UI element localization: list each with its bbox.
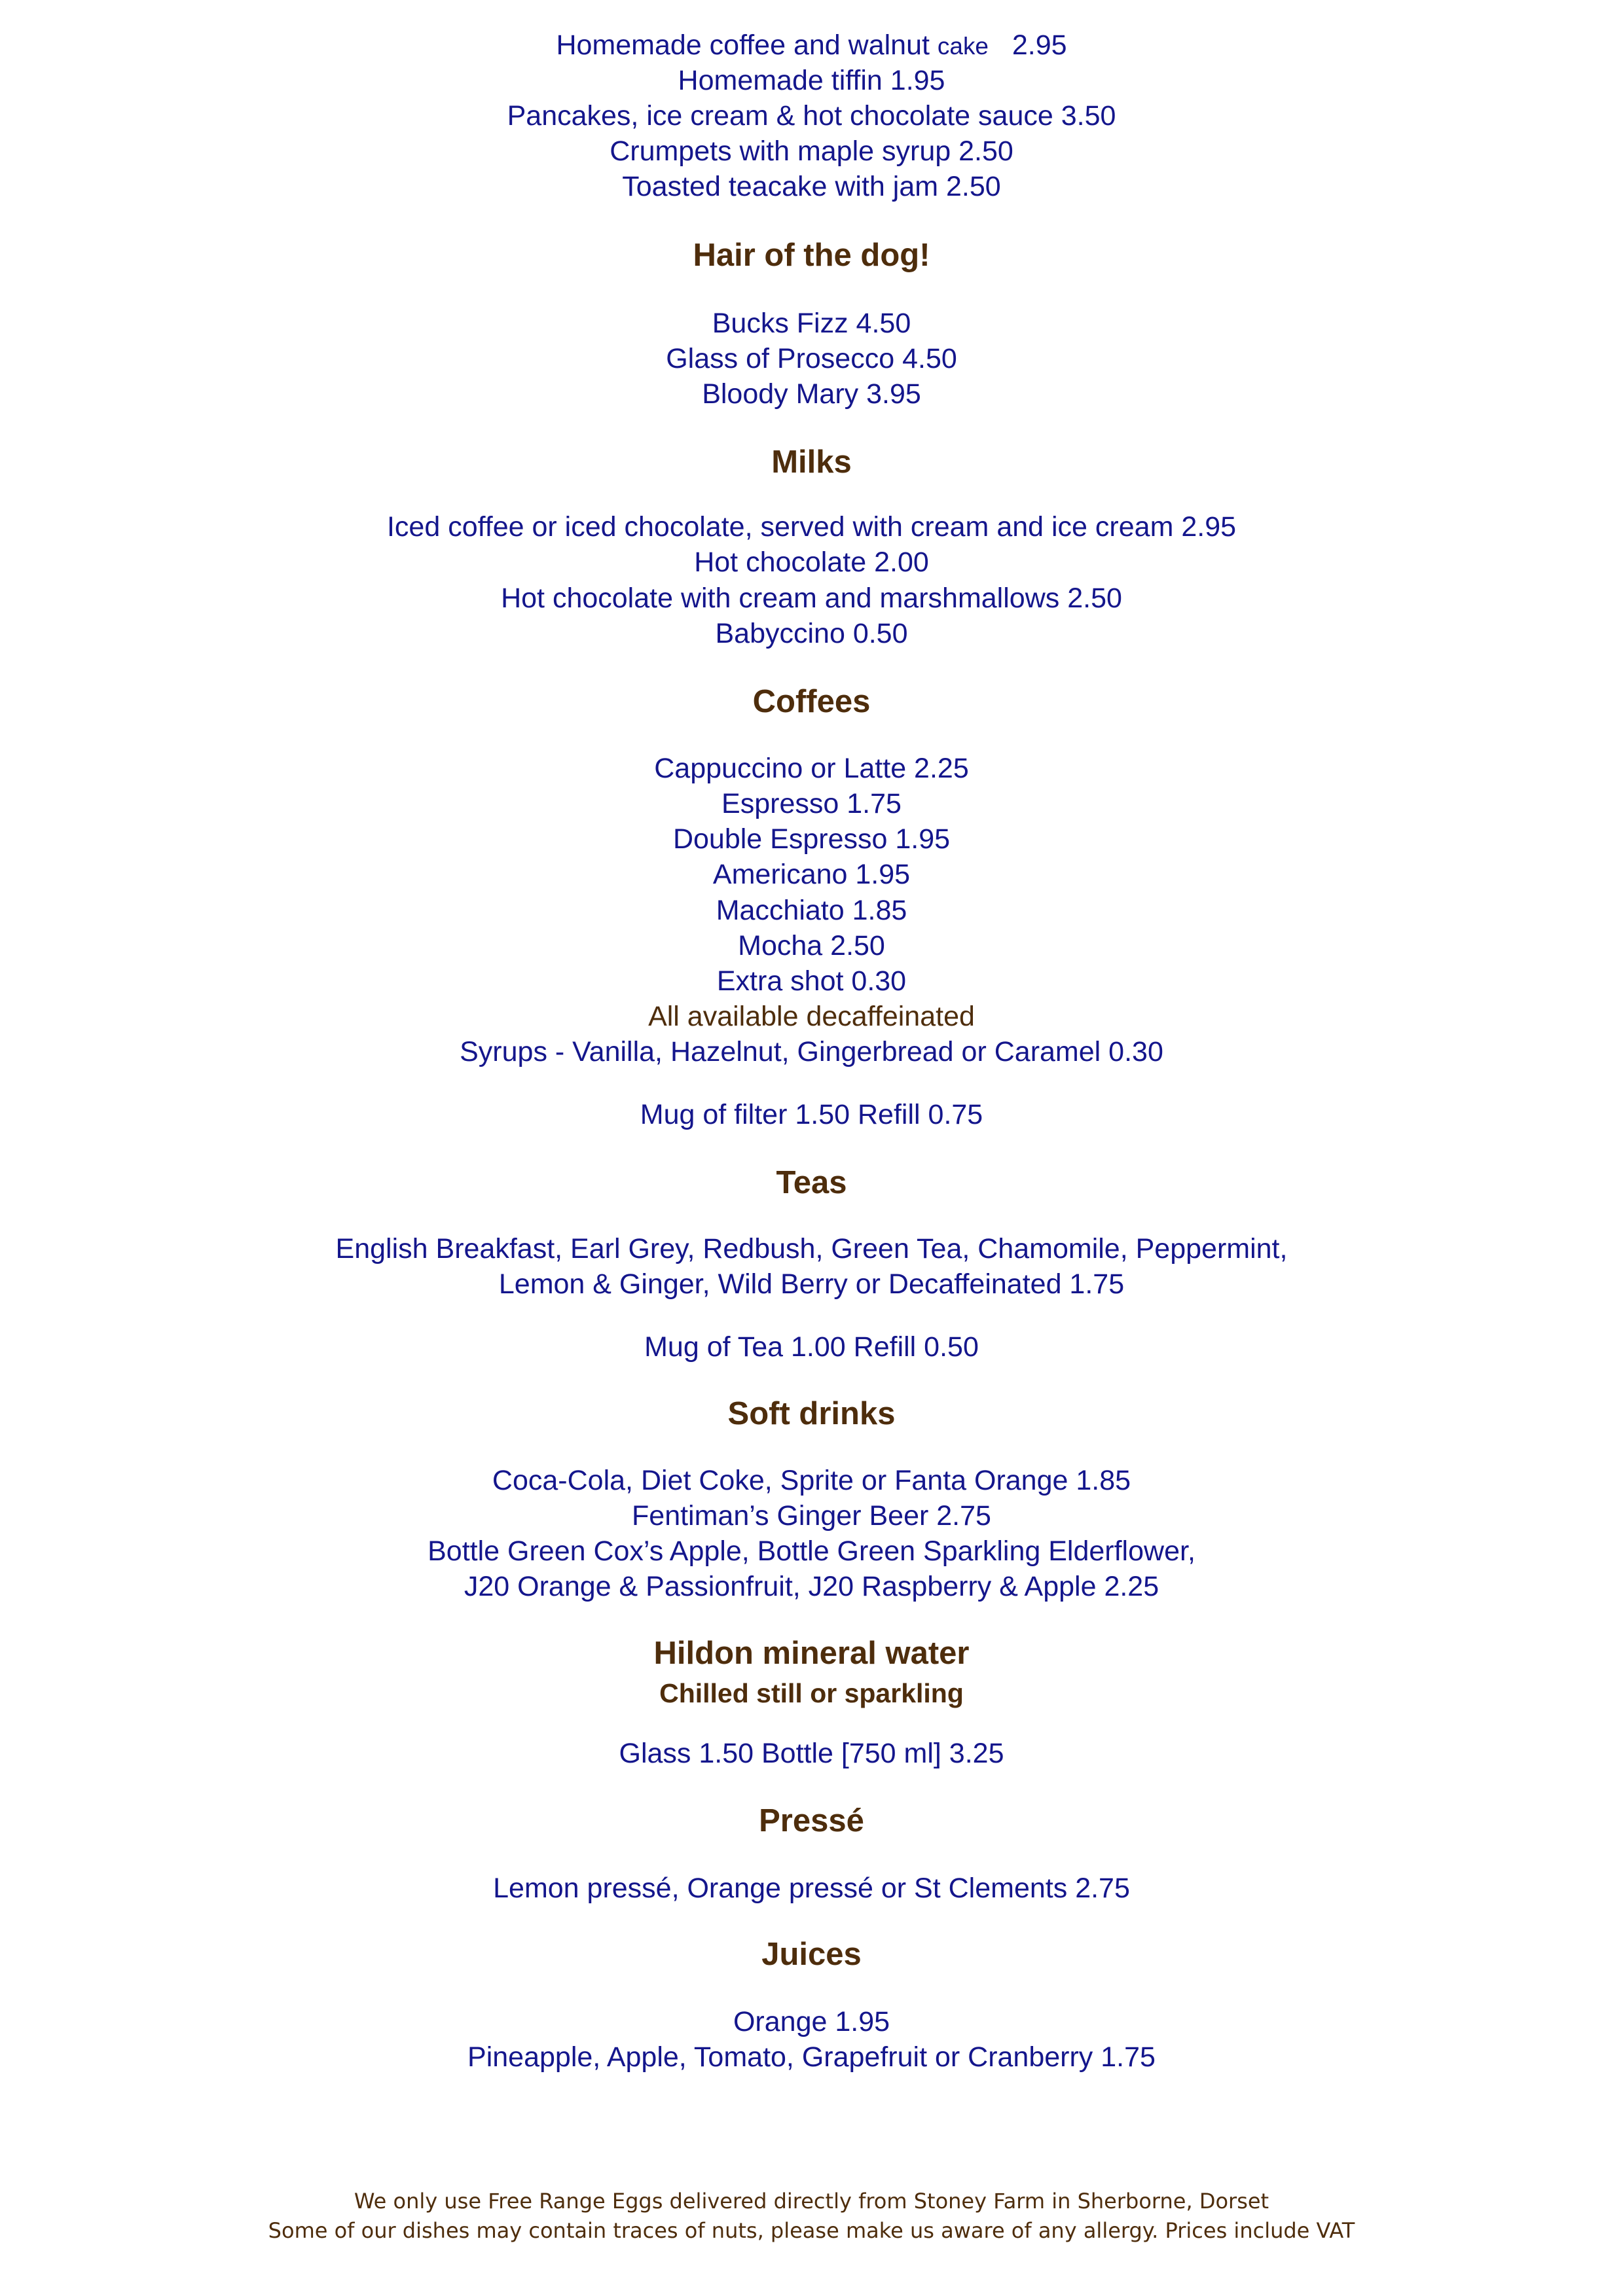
section-heading-juices: Juices: [761, 1937, 862, 1972]
section-subheading-mineral-water: Chilled still or sparkling: [659, 1678, 964, 1708]
menu-item-mug-of-tea: Mug of Tea 1.00 Refill 0.50: [644, 1331, 979, 1363]
menu-item-water-prices: Glass 1.50 Bottle [750 ml] 3.25: [619, 1738, 1004, 1769]
menu-item-double-espresso: Double Espresso 1.95: [672, 823, 951, 855]
menu-item-j20: J20 Orange & Passionfruit, J20 Raspberry & Apple 2.25: [464, 1571, 1159, 1602]
menu-item-bloody-mary: Bloody Mary 3.95: [702, 378, 921, 410]
menu-item-ginger-beer: Fentiman’s Ginger Beer 2.75: [632, 1500, 991, 1532]
menu-item-cola: Coca-Cola, Diet Coke, Sprite or Fanta Orange 1.85: [492, 1465, 1131, 1496]
footer-allergy-note: Some of our dishes may contain traces of nuts, please make us aware of any allergy. Prices include VAT: [268, 2218, 1355, 2243]
menu-item-presse: Lemon pressé, Orange pressé or St Clements 2.75: [493, 1873, 1130, 1904]
menu-item-syrups: Syrups - Vanilla, Hazelnut, Gingerbread or Caramel 0.30: [460, 1036, 1163, 1067]
menu-item-iced-coffee: Iced coffee or iced chocolate, served with cream and ice cream 2.95: [386, 511, 1237, 543]
section-heading-teas: Teas: [776, 1165, 847, 1200]
section-heading-coffees: Coffees: [752, 684, 871, 719]
menu-item-filter: Mug of filter 1.50 Refill 0.75: [640, 1099, 983, 1130]
menu-item-other-juices: Pineapple, Apple, Tomato, Grapefruit or Cranberry 1.75: [467, 2041, 1156, 2073]
menu-item-americano: Americano 1.95: [712, 859, 911, 890]
section-heading-milks: Milks: [771, 444, 852, 480]
section-heading-presse: Pressé: [759, 1803, 864, 1839]
item-name: Homemade coffee and walnut: [556, 29, 930, 61]
section-heading-hair-of-the-dog: Hair of the dog!: [693, 238, 930, 273]
menu-item-hot-chocolate-deluxe: Hot chocolate with cream and marshmallows 2.50: [501, 583, 1122, 614]
menu-item-tiffin: Homemade tiffin 1.95: [678, 65, 945, 96]
menu-item-babyccino: Babyccino 0.50: [715, 618, 908, 649]
footer-eggs-note: We only use Free Range Eggs delivered directly from Stoney Farm in Sherborne, Dorset: [354, 2189, 1269, 2214]
menu-item-bottle-green: Bottle Green Cox’s Apple, Bottle Green Sparkling Elderflower,: [428, 1535, 1195, 1567]
menu-item-espresso: Espresso 1.75: [721, 788, 902, 819]
menu-item-pancakes: Pancakes, ice cream & hot chocolate sauce 3.50: [507, 100, 1116, 132]
section-heading-mineral-water: Hildon mineral water: [653, 1636, 970, 1671]
menu-item-teas-list: English Breakfast, Earl Grey, Redbush, Green Tea, Chamomile, Peppermint,: [335, 1233, 1288, 1265]
menu-item-mocha: Mocha 2.50: [738, 930, 885, 961]
menu-item-cappuccino: Cappuccino or Latte 2.25: [654, 753, 969, 784]
menu-item-extra-shot: Extra shot 0.30: [716, 965, 907, 997]
menu-item-teacake: Toasted teacake with jam 2.50: [622, 171, 1001, 202]
item-price: 2.95: [1012, 29, 1067, 61]
menu-item-orange-juice: Orange 1.95: [733, 2006, 890, 2037]
decaf-note: All available decaffeinated: [648, 1001, 975, 1032]
menu-item-teas-list-cont: Lemon & Ginger, Wild Berry or Decaffeinated 1.75: [498, 1268, 1125, 1300]
menu-item-hot-chocolate: Hot chocolate 2.00: [694, 547, 929, 578]
section-heading-soft-drinks: Soft drinks: [727, 1396, 896, 1431]
menu-item-bucks-fizz: Bucks Fizz 4.50: [712, 308, 911, 339]
menu-item-prosecco: Glass of Prosecco 4.50: [666, 343, 957, 374]
menu-item-coffee-walnut-cake: [0, 27, 1623, 64]
menu-item-crumpets: Crumpets with maple syrup 2.50: [610, 135, 1013, 167]
menu-item-macchiato: Macchiato 1.85: [716, 895, 907, 926]
item-name-suffix: cake: [937, 33, 989, 60]
